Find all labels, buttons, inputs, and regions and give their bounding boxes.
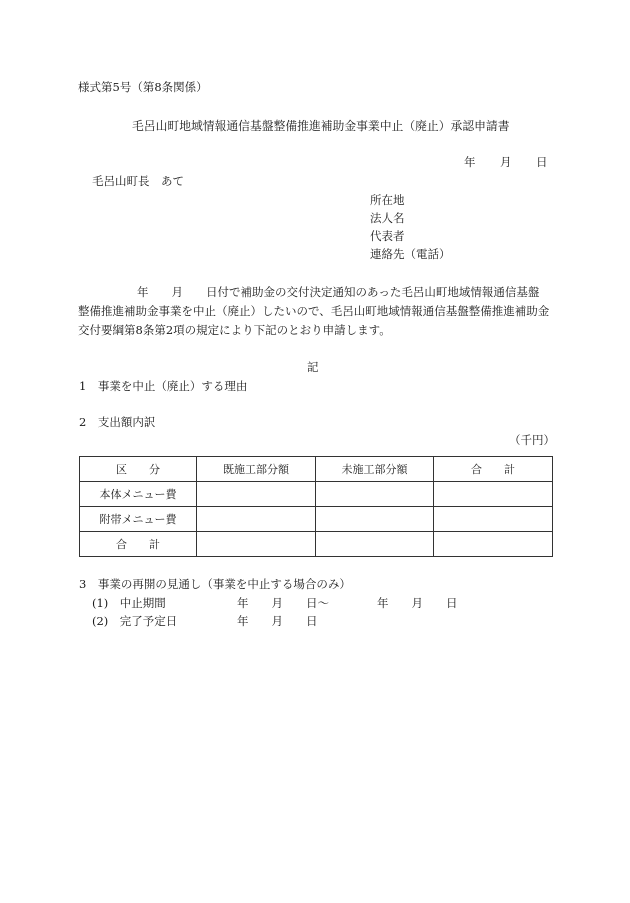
- header-total: 合 計: [434, 457, 553, 482]
- form-label: 様式第5号（第8条関係）: [78, 80, 208, 94]
- addressee: 毛呂山町長 あて: [92, 174, 184, 188]
- body-line-3: 交付要綱第8条第2項の規定により下記のとおり申請します。: [78, 323, 391, 337]
- row-label: 附帯メニュー費: [80, 507, 197, 532]
- row-label: 合 計: [80, 532, 197, 557]
- row-label: 本体メニュー費: [80, 482, 197, 507]
- section-3-heading: 3 事業の再開の見通し（事業を中止する場合のみ）: [79, 577, 351, 591]
- table-cell: [197, 482, 316, 507]
- date-year: 年: [464, 155, 476, 169]
- document-title: 毛呂山町地域情報通信基盤整備推進補助金事業中止（廃止）承認申請書: [132, 119, 510, 133]
- section-1-heading: 1 事業を中止（廃止）する理由: [79, 379, 248, 393]
- table-cell: [434, 532, 553, 557]
- suspension-period-to: 年 月 日: [377, 596, 458, 610]
- applicant-address-label: 所在地: [370, 193, 405, 207]
- applicant-representative-label: 代表者: [370, 229, 405, 243]
- body-line-1: 年 月 日付で補助金の交付決定通知のあった毛呂山町地域情報通信基盤: [137, 285, 540, 299]
- table-cell: [434, 507, 553, 532]
- applicant-contact-label: 連絡先（電話）: [370, 247, 451, 261]
- date-month: 月: [500, 155, 512, 169]
- body-line-2: 整備推進補助金事業を中止（廃止）したいので、毛呂山町地域情報通信基盤整備推進補助金: [78, 304, 550, 318]
- completion-date-label: (2) 完了予定日: [92, 614, 178, 628]
- table-cell: [197, 532, 316, 557]
- table-header-row: [80, 457, 553, 482]
- ki-heading: 記: [307, 360, 319, 374]
- table-cell: [434, 482, 553, 507]
- table-row: [80, 507, 553, 532]
- table-row: [80, 482, 553, 507]
- header-uncompleted-amount: 未施工部分額: [316, 457, 434, 482]
- table-cell: [316, 482, 434, 507]
- table-cell: [316, 532, 434, 557]
- unit-label: （千円）: [509, 433, 555, 447]
- suspension-period-label: (1) 中止期間: [92, 596, 166, 610]
- expense-table: [79, 456, 553, 557]
- suspension-period-from: 年 月 日～: [237, 596, 329, 610]
- section-2-heading: 2 支出額内訳: [79, 415, 156, 429]
- date-day: 日: [536, 155, 548, 169]
- header-completed-amount: 既施工部分額: [197, 457, 316, 482]
- applicant-corp-name-label: 法人名: [370, 211, 405, 225]
- completion-date-value: 年 月 日: [237, 614, 318, 628]
- table-row: [80, 532, 553, 557]
- table-cell: [197, 507, 316, 532]
- table-cell: [316, 507, 434, 532]
- header-category: 区 分: [80, 457, 197, 482]
